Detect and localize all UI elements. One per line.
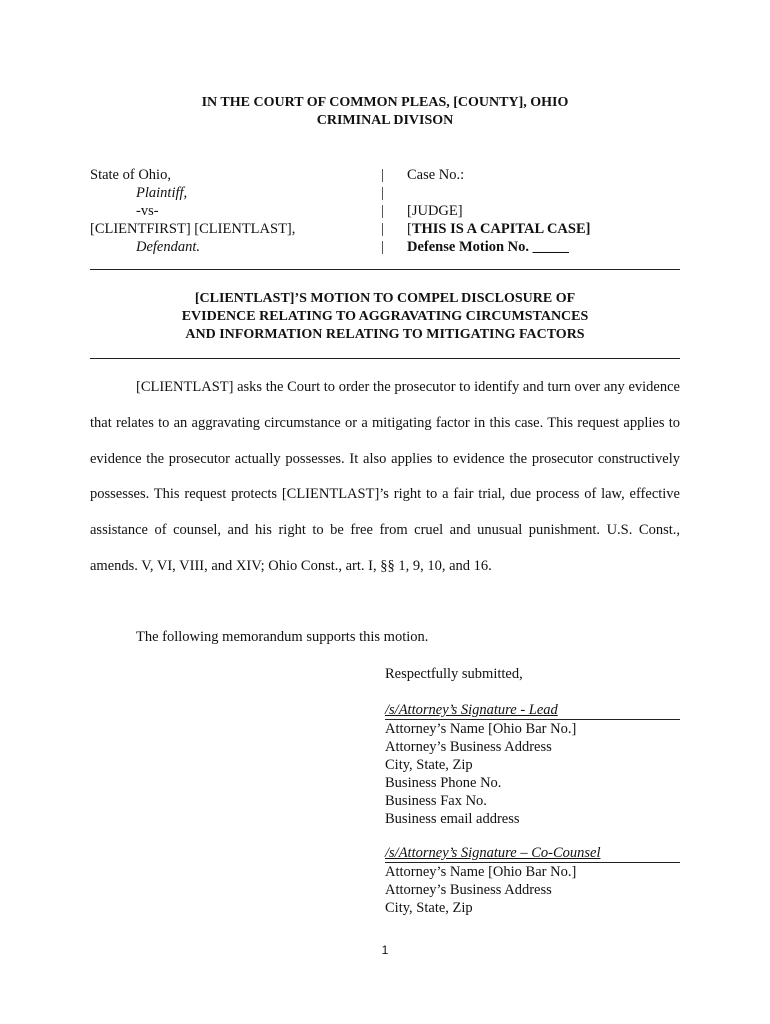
defendant-name: [CLIENTFIRST] [CLIENTLAST],	[90, 221, 296, 237]
court-division: CRIMINAL DIVISON	[316, 113, 454, 128]
court-name: IN THE COURT OF COMMON PLEAS, [COUNTY], OHIO	[201, 95, 569, 110]
page-number: 1	[381, 943, 389, 957]
caption-case-info	[407, 166, 590, 256]
caption-blank	[407, 184, 590, 202]
lead-attorney-name: Attorney’s Name [Ohio Bar No.]	[385, 721, 577, 737]
caption-bar: |	[381, 167, 384, 183]
co-counsel-signature-line	[385, 844, 680, 863]
memorandum-note: The following memorandum supports this motion.	[136, 629, 429, 645]
caption-bar: |	[381, 239, 384, 255]
lead-attorney-phone: Business Phone No.	[385, 775, 502, 791]
title-line: AND INFORMATION RELATING TO MITIGATING FACTORS	[185, 327, 585, 342]
lead-attorney-fax: Business Fax No.	[385, 793, 487, 809]
lead-attorney-address: Attorney’s Business Address	[385, 739, 552, 755]
lead-signature-line	[385, 701, 680, 720]
lead-attorney-email: Business email address	[385, 811, 520, 827]
judge-label: [JUDGE]	[407, 203, 463, 219]
motion-title	[90, 290, 680, 344]
caption-rule-top	[90, 269, 680, 270]
co-counsel-name: Attorney’s Name [Ohio Bar No.]	[385, 864, 577, 880]
plaintiff-name: State of Ohio,	[90, 167, 171, 183]
title-line: EVIDENCE RELATING TO AGGRAVATING CIRCUMSTANCES	[181, 309, 589, 324]
caption-parties	[90, 166, 295, 256]
title-rule-bottom	[90, 358, 680, 359]
lead-attorney-city: City, State, Zip	[385, 757, 473, 773]
capital-case-text: THIS IS A CAPITAL CASE]	[411, 221, 591, 237]
caption-bar: |	[381, 185, 384, 201]
case-number-label: Case No.:	[407, 167, 465, 183]
caption-divider	[381, 166, 384, 256]
caption-bar: |	[381, 221, 384, 237]
lead-signature-block	[385, 701, 680, 828]
co-counsel-signature-block	[385, 844, 680, 917]
motion-body	[90, 370, 680, 585]
lead-signature: /s/Attorney’s Signature - Lead	[385, 702, 558, 718]
versus-label: -vs-	[136, 203, 159, 219]
body-paragraph: [CLIENTLAST] asks the Court to order the prosecutor to identify and turn over any evidence that relates to an aggravating circumstance or a mitigating factor in this case. This request applies to evidence the prosecutor actually possesses. It also applies to evidence the prosecutor constructively possesses. This request protects [CLIENTLAST]’s right to a fair trial, due process of law, effective assistance of counsel, and his right to be free from cruel and unusual punishment. U.S. Const., amends. V, VI, VIII, and XIV; Ohio Const., art. I, §§ 1, 9, 10, and 16.	[90, 379, 680, 574]
capital-case-notice	[407, 220, 590, 238]
plaintiff-role: Plaintiff,	[136, 185, 188, 201]
motion-number: Defense Motion No. _____	[407, 239, 569, 255]
closing-line: Respectfully submitted,	[385, 666, 523, 682]
title-line: [CLIENTLAST]’S MOTION TO COMPEL DISCLOSURE OF	[194, 291, 576, 306]
caption-bar: |	[381, 203, 384, 219]
co-counsel-address: Attorney’s Business Address	[385, 882, 552, 898]
co-counsel-city: City, State, Zip	[385, 900, 473, 916]
court-heading	[90, 94, 680, 130]
co-counsel-signature: /s/Attorney’s Signature – Co-Counsel	[385, 845, 601, 861]
capital-bracket: [	[407, 221, 412, 237]
defendant-role: Defendant.	[136, 239, 201, 255]
